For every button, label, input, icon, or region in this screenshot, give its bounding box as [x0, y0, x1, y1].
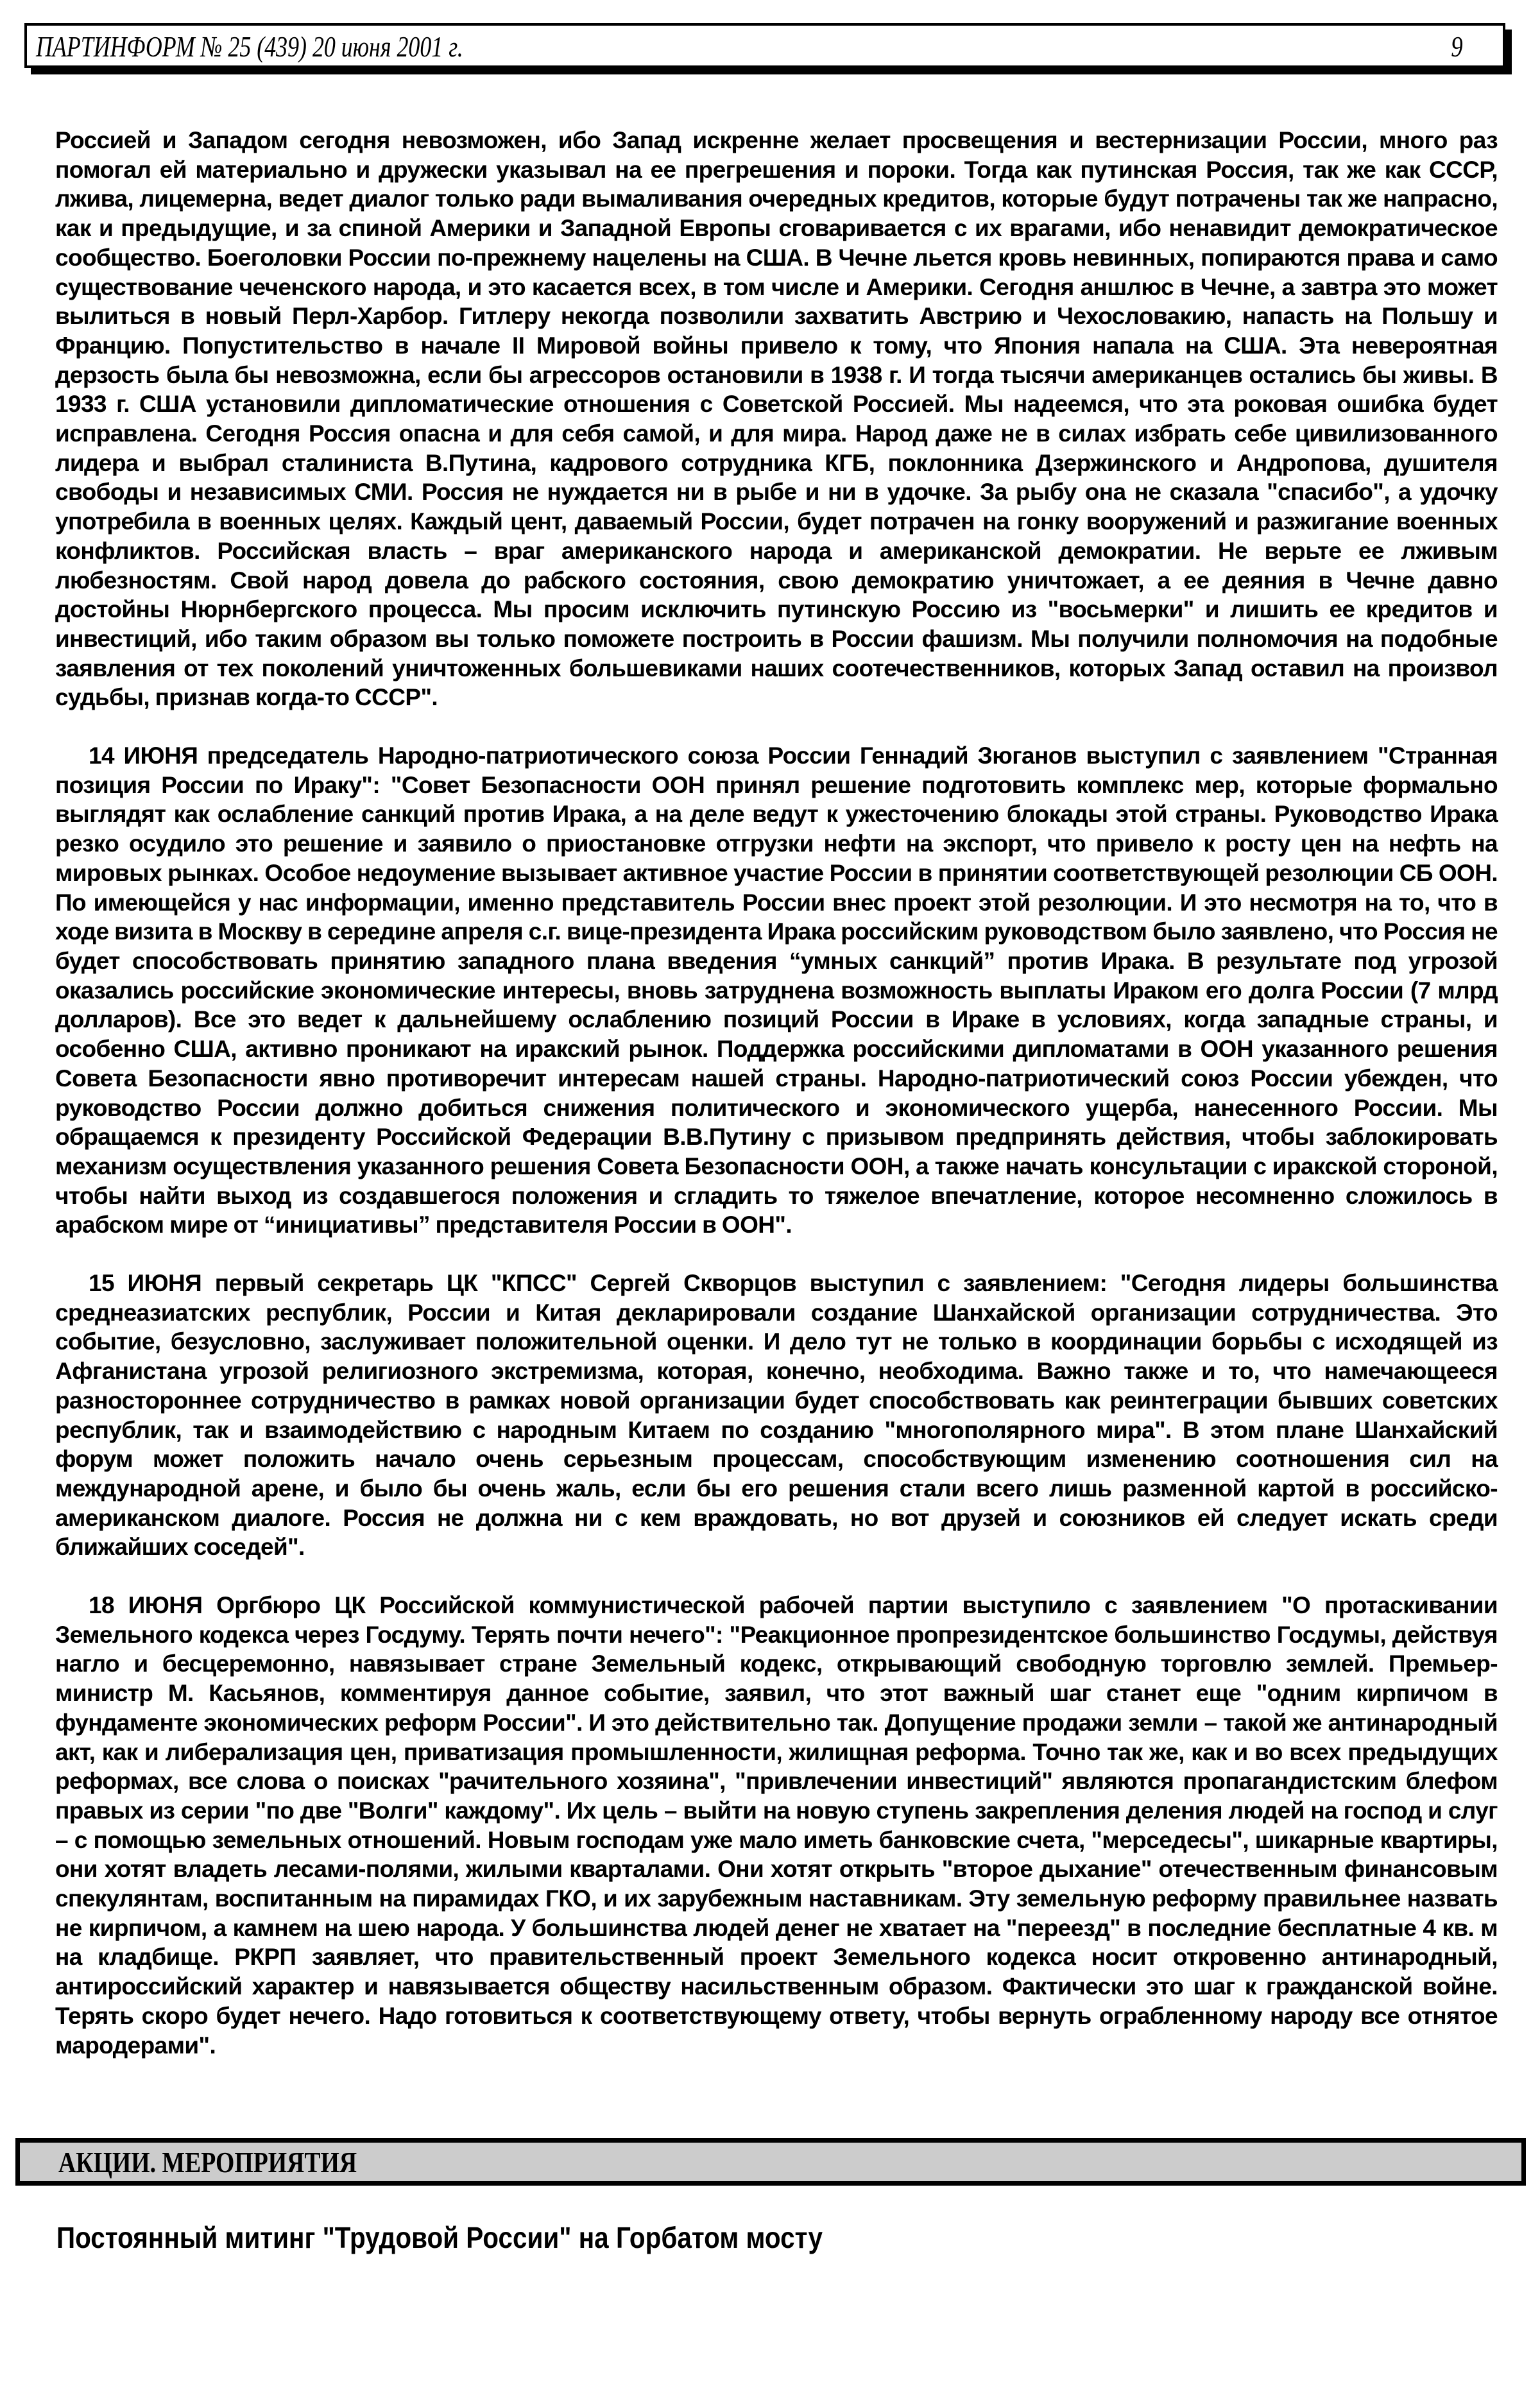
page-header: [24, 23, 1505, 68]
paragraph-june-18: 18 ИЮНЯ Оргбюро ЦК Российской коммунистической рабочей партии выступило с заявлением "О протаскивании Земельного кодекса через Госдуму. Терять почти нечего": "Реакционное пропрезидентское большинство Госдумы, действуя нагло и бесцеремонно, навязывает стране Земельный кодекс, открывающий свободную торговлю землей. Премьер-министр М. Касьянов, комментируя данное событие, заявил, что этот важный шаг станет еще "одним кирпичом в фундаменте экономических реформ России". И это действительно так. Допущение продажи земли – такой же антинародный акт, как и либерализация цен, приватизация промышленности, жилищная реформа. Точно так же, как и во всех предыдущих реформах, все слова о поисках "рачительного хозяина", "привлечении инвестиций" являются пропагандистским блефом правых из серии "по две "Волги" каждому". Их цель – выйти на новую ступень закрепления деления людей на господ и слуг – с помощью земельных отношений. Новым господам уже мало иметь банковские счета, "мерседесы", шикарные квартиры, они хотят владеть лесами-полями, жилыми кварталами. Они хотят открыть "второе дыхание" отечественным финансовым спекулянтам, воспитанным на пирамидах ГКО, и их зарубежным наставникам. Эту земельную реформу правильнее назвать не кирпичом, а камнем на шею народа. У большинства людей денег не хватает на "переезд" в последние бесплатные 4 кв. м на кладбище. РКРП заявляет, что правительственный проект Земельного кодекса носит откровенно антинародный, антироссийский характер и навязывается обществу насильственным образом. Фактически это шаг к гражданской войне. Терять скоро будет нечего. Надо готовиться к соответствующему ответу, чтобы вернуть ограбленному народу все отнятое мародерами".: [55, 1592, 1498, 2059]
article-body: [55, 126, 1498, 2089]
section-title: АКЦИИ. МЕРОПРИЯТИЯ: [58, 2146, 357, 2179]
paragraph-continuation: Россией и Западом сегодня невозможен, ибо Запад искренне желает просвещения и вестернизации России, много раз помогал ей материально и дружески указывал на ее прегрешения и пороки. Тогда как путинская Россия, так же как СССР, лжива, лицемерна, ведет диалог только ради вымаливания очередных кредитов, которые будут потрачены так же напрасно, как и предыдущие, и за спиной Америки и Западной Европы сговаривается с их врагами, ибо ненавидит демократическое сообщество. Боеголовки России по-прежнему нацелены на США. В Чечне льется кровь невинных, попираются права и само существование чеченского народа, и это касается всех, в том числе и Америки. Сегодня аншлюс в Чечне, а завтра это может вылиться в новый Перл-Харбор. Гитлеру некогда позволили захватить Австрию и Чехословакию, напасть на Польшу и Францию. Попустительство в начале II Мировой войны привело к тому, что Япония напала на США. Эта невероятная дерзость была бы невозможна, если бы агрессоров остановили в 1938 г. И тогда тысячи американцев остались бы живы. В 1933 г. США установили дипломатические отношения с Советской Россией. Мы надеемся, что эта роковая ошибка будет исправлена. Сегодня Россия опасна и для себя самой, и для мира. Народ даже не в силах избрать себе цивилизованного лидера и выбрал сталиниста В.Путина, кадрового сотрудника КГБ, поклонника Дзержинского и Андропова, душителя свободы и независимых СМИ. Россия не нуждается ни в рыбе и ни в удочке. За рыбу она не сказала "спасибо", а удочку употребила в военных целях. Каждый цент, даваемый России, будет потрачен на гонку вооружений и разжигание военных конфликтов. Российская власть – враг американского народа и американской демократии. Не верьте ее лживым любезностям. Свой народ довела до рабского состояния, свою демократию уничтожает, а ее деяния в Чечне давно достойны Нюрнбергского процесса. Мы просим исключить путинскую Россию из "восьмерки" и лишить ее кредитов и инвестиций, ибо таким образом вы только поможете построить в России фашизм. Мы получили полномочия на подобные заявления от тех поколений уничтоженных большевиками наших соотечественников, которых Запад оставил на произвол судьбы, признав когда-то СССР".: [55, 127, 1498, 711]
paragraph-june-15: 15 ИЮНЯ первый секретарь ЦК "КПСС" Сергей Скворцов выступил с заявлением: "Сегодня лидеры большинства среднеазиатских республик, России и Китая декларировали создание Шанхайской организации сотрудничества. Это событие, безусловно, заслуживает положительной оценки. И дело тут не только в координации борьбы с исходящей из Афганистана угрозой религиозного экстремизма, которая, конечно, необходима. Важно также и то, что намечающееся разностороннее сотрудничество в рамках новой организации будет способствовать как реинтеграции бывших советских республик, так и взаимодействию с народным Китаем по созданию "многополярного мира". В этом плане Шанхайский форум может положить начало очень серьезным процессам, способствующим изменению соотношения сил на международной арене, и было бы очень жаль, если бы его решения стали всего лишь разменной картой в российско-американском диалоге. Россия не должна ни с кем враждовать, но вот друзей и союзников ей следует искать среди ближайших соседей".: [55, 1270, 1498, 1561]
article-headline: Постоянный митинг "Трудовой России" на Горбатом мосту: [56, 2221, 823, 2254]
section-banner: [15, 2138, 1526, 2186]
paragraph-june-14: 14 ИЮНЯ председатель Народно-патриотического союза России Геннадий Зюганов выступил с заявлением "Странная позиция России по Ираку": "Совет Безопасности ООН принял решение подготовить комплекс мер, которые формально выглядят как ослабление санкций против Ирака, а на деле ведут к ужесточению блокады этой страны. Руководство Ирака резко осудило это решение и заявило о приостановке отгрузки нефти на экспорт, что привело к росту цен на нефть на мировых рынках. Особое недоумение вызывает активное участие России в принятии соответствующей резолюции СБ ООН. По имеющейся у нас информации, именно представитель России внес проект этой резолюции. И это несмотря на то, что в ходе визита в Москву в середине апреля с.г. вице-президента Ирака российским руководством было заявлено, что Россия не будет способствовать принятию западного плана введения “умных санкций” против Ирака. В результате под угрозой оказались российские экономические интересы, вновь затруднена возможность выплаты Ираком его долга России (7 млрд долларов). Все это ведет к дальнейшему ослаблению позиций России в Ираке в условиях, когда западные страны, и особенно США, активно проникают на иракский рынок. Поддержка российскими дипломатами в ООН указанного решения Совета Безопасности явно противоречит интересам нашей страны. Народно-патриотический союз России убежден, что руководство России должно добиться снижения политического и экономического ущерба, нанесенного России. Мы обращаемся к президенту Российской Федерации В.В.Путину с призывом предпринять действия, чтобы заблокировать механизм осуществления указанного решения Совета Безопасности ООН, а также начать консультации с иракской стороной, чтобы найти выход из создавшегося положения и сгладить то тяжелое впечатление, которое несомненно сложилось в арабском мире от “инициативы” представителя России в ООН".: [55, 742, 1498, 1238]
publication-title: ПАРТИНФОРМ № 25 (439) 20 июня 2001 г.: [36, 30, 463, 63]
page-number: 9: [1451, 30, 1463, 63]
